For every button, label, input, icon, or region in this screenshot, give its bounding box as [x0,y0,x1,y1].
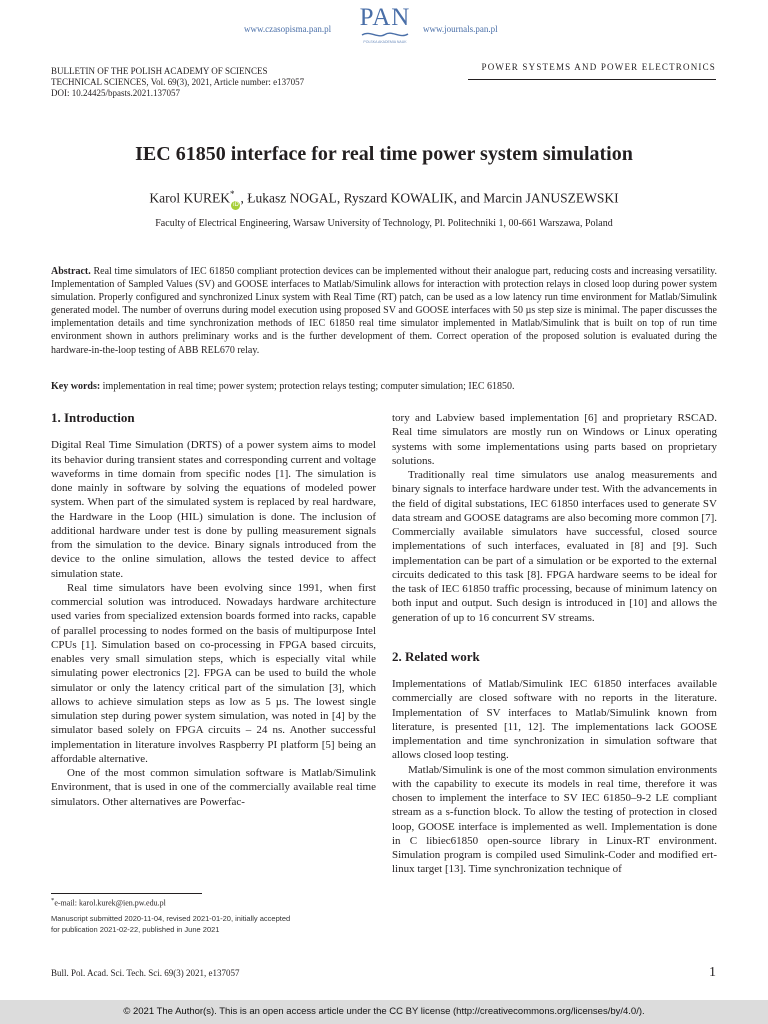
journal-info [51,66,304,99]
infinity-swoosh-icon [360,30,410,39]
manuscript-dates [51,914,290,935]
pan-logo-text: PAN [359,4,411,31]
corresponding-mark: * [229,189,235,199]
journal-name: BULLETIN OF THE POLISH ACADEMY OF SCIENCES [51,66,268,76]
section-divider [468,79,716,80]
abstract-text: Real time simulators of IEC 61850 compliant protection devices can be implemented without their analogue part, reducing costs and increasing versatility. Implementation of Sampled Values (SV) and GOOSE interfaces to Matlab/Simulink allows for interaction with protection relays in closed loop during power system simulation. Properly configured and synchronized Linux system with Real Time (RT) patch, can be used as a low latency run time environment for Matlab/Simulink generated model. The number of overruns during model execution using proposed SV and GOOSE interfaces with 50 µs step size is minimal. The paper discusses the implementation details and time synchronization methods of IEC 61850 real time simulator implemented in Matlab/Simulink that is built on top of run time environment shown in authors preliminary works and is the further development of them. Correct operation of the proposed solution is evaluated during the hardware-in-the-loop testing of ABB REL670 relay. [51,266,718,356]
manuscript-line: for publication 2021-02-22, published in June 2021 [51,924,220,934]
right-column [392,411,717,877]
pan-logo [357,6,413,44]
paragraph: Implementations of Matlab/Simulink IEC 61850 interfaces available commercially are closed software with no reports in the literature. Implementation of SV interfaces to Matlab/Simulink known from literature, is presented [11, 12]. The implementations lack GOOSE implementation and time synchronization in simulation software that allows closed loop testing. [392,678,717,762]
paragraph: Real time simulators have been evolving since 1991, when first commercial solution was introduced. Nowadays hardware architecture used varies from specialized extension boards formed into racks, capable of parallel processing to nodes formed on the basis of multipurpose Intel CPUs [1]. Simulation based on co-processing in FPGA based circuits, enables very small simulation steps, which is especially vital while simulating power electronics [2]. FPGA can be used to build the whole simulator or only the latency critical part of the simulation [3], which allows to achieve simulation steps as low as 5 µs. The lowest single simulation step during power system simulation, was noted in [4] by the simulator based solely on FPGA circuits – 24 ns. Another successful implementation in literature involves Raspberry PI platform [5] being an affordable alternative. [51,581,376,765]
paragraph: Matlab/Simulink is one of the most common simulation environments with the capability to execute its models in real time, therefore it was chosen to implement the interface to SV IEC 61850–9-2 LE compliant stream as a s-function block. To allow the testing of protection in closed loop, GOOSE interface is implemented as well. Implementation is done in C libiec61850 open-source library in Linux-RT environment. Simulation program is compiled used Simulink-Coder and modified ert-linux target [13]. Time synchronization technique of [392,763,717,876]
pan-logo-subtitle: POLSKA AKADEMIA NAUK [363,40,407,44]
orcid-icon[interactable]: iD [233,201,239,208]
license-bar[interactable]: © 2021 The Author(s). This is an open access article under the CC BY license (http://creativecommons.org/licenses/by/4.0/). [0,1000,768,1024]
abstract-label: Abstract. [51,266,91,277]
paper-title: IEC 61850 interface for real time power system simulation [135,143,633,165]
journal-volume: TECHNICAL SCIENCES, Vol. 69(3), 2021, Article number: e137057 [51,77,305,87]
left-column [51,411,376,809]
footnote-divider [51,893,202,894]
footnote-email [51,897,166,908]
journal-url-left[interactable]: www.czasopisma.pan.pl [244,24,332,34]
footnote-mark: * [51,897,55,904]
keywords-text: implementation in real time; power system; protection relays testing; computer simulation; IEC 61850. [102,381,515,392]
footer-citation: Bull. Pol. Acad. Sci. Tech. Sci. 69(3) 2021, e137057 [51,968,240,978]
manuscript-line: Manuscript submitted 2020-11-04, revised 2021-01-20, initially accepted [51,914,291,923]
paragraph: Traditionally real time simulators use analog measurements and binary signals to interface hardware under test. With the advancements in the field of digital substations, IEC 61850 interfaces used to generate SV data stream and GOOSE datagrams are also becoming more common [7]. Commercially available simulators have successful, closed source implementations of such interfaces, evaluated in [8] and [9]. Such implementation can be part of a simulation or be exported to the external circuits dedicated to this task [8]. FPGA hardware seems to be ideal for the task of IEC 61850 traffic processing, because of minimum latency on both input and output. Such design is introduced in [10] and allows the generation of up to 16 concurrent SV streams. [392,469,717,624]
page-number: 1 [709,965,716,980]
paragraph: Digital Real Time Simulation (DRTS) of a power system aims to model its behavior during transient states and corresponding current and voltage waveforms in time domain from specific nodes [1]. The simulation is done mainly in software by solving the equations of modeled power system. When part of the simulated system is replaced by real hardware, the Hardware in the Loop (HIL) simulation is done. The inclusion of additional hardware under test is done by pulling measurement signals from the simulation to the device. Binary signals introduced from the device to the online simulation, allows the tested device to affect simulation state. [51,439,376,580]
paragraph: tory and Labview based implementation [6] and proprietary RSCAD. Real time simulators are mostly run on Windows or Linux operating systems with some implementations using parts based on proprietary solutions. [392,412,717,467]
affiliation: Faculty of Electrical Engineering, Warsaw University of Technology, Pl. Politechniki 1, 00-661 Warszawa, Poland [155,218,613,229]
first-author: Karol KUREK [149,190,230,206]
journal-url-right[interactable]: www.journals.pan.pl [423,24,498,34]
footnote-text[interactable]: e-mail: karol.kurek@ien.pw.edu.pl [54,898,166,908]
keywords-label: Key words: [51,381,101,392]
author-list [0,189,768,210]
section-heading-related-work: 2. Related work [392,648,480,664]
section-label: POWER SYSTEMS AND POWER ELECTRONICS [481,62,716,72]
abstract [51,265,717,357]
co-authors: , Łukasz NOGAL, Ryszard KOWALIK, and Marcin JANUSZEWSKI [240,190,619,206]
paragraph: One of the most common simulation software is Matlab/Simulink Environment, that is used in one of the commercially available real time simulators. Other alternatives are Powerfac- [51,767,376,808]
keywords [51,381,717,392]
doi[interactable]: DOI: 10.24425/bpasts.2021.137057 [51,88,180,98]
section-heading-introduction: 1. Introduction [51,410,135,425]
